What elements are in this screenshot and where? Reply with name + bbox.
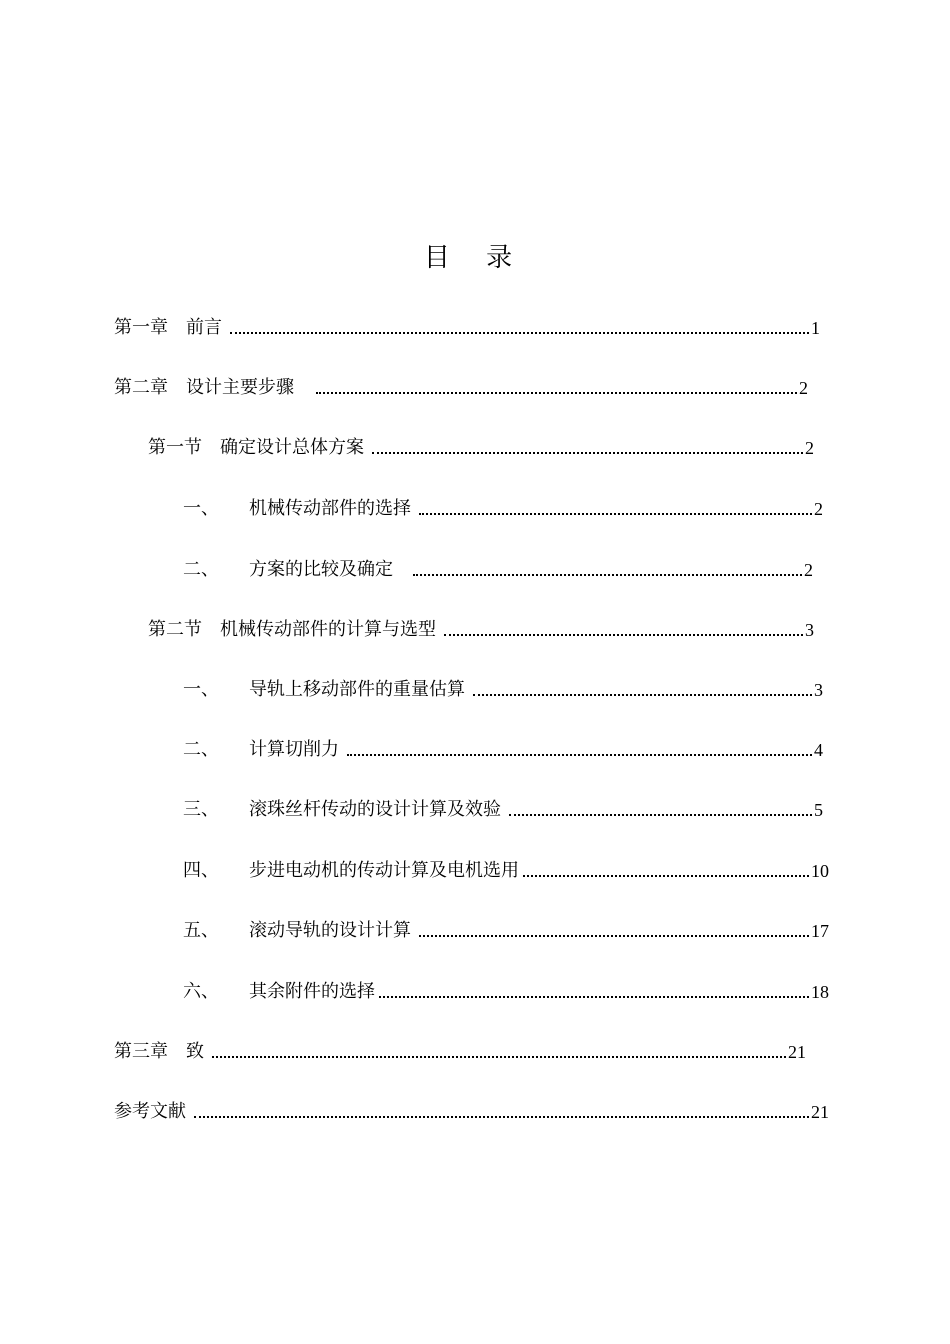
toc-entry-text: 机械传动部件的计算与选型 (220, 619, 436, 640)
dot-leader (347, 753, 812, 756)
toc-entry-text: 前言 (186, 317, 222, 338)
toc-entry-label: 二、 (183, 739, 219, 760)
dot-leader (473, 693, 812, 696)
toc-entry-page: 10 (811, 861, 829, 881)
toc-entry-page: 1 (811, 318, 820, 338)
toc-entry[interactable] (183, 798, 823, 822)
toc-entry-label: 一、 (183, 498, 219, 519)
toc-entry-label: 第一节 (148, 437, 202, 458)
dot-leader (413, 573, 802, 576)
toc-entry-page: 4 (814, 740, 823, 760)
toc-entry-text: 设计主要步骤 (186, 377, 294, 398)
toc-title: 目 录 (423, 243, 527, 273)
toc-entry-page: 3 (805, 620, 814, 640)
dot-leader (523, 874, 809, 877)
toc-entry-text: 确定设计总体方案 (220, 437, 364, 458)
toc-entry[interactable] (114, 376, 808, 400)
dot-leader (419, 512, 812, 515)
toc-entry[interactable] (183, 738, 823, 762)
toc-entry[interactable] (114, 1100, 829, 1124)
toc-entry[interactable] (148, 618, 814, 642)
toc-entry-page: 2 (804, 560, 813, 580)
toc-entry-text: 滚动导轨的设计计算 (249, 920, 411, 941)
toc-entry-page: 2 (805, 438, 814, 458)
toc-entry-page: 2 (799, 378, 808, 398)
toc-entry-text: 参考文献 (114, 1101, 186, 1122)
dot-leader (444, 633, 803, 636)
dot-leader (379, 995, 809, 998)
toc-entry-label: 二、 (183, 559, 219, 580)
toc-entry-page: 17 (811, 921, 829, 941)
dot-leader (419, 934, 809, 937)
toc-entry-text: 其余附件的选择 (249, 981, 375, 1002)
toc-entry-label: 一、 (183, 679, 219, 700)
toc-entry-text: 机械传动部件的选择 (249, 498, 411, 519)
toc-entry-label: 六、 (183, 981, 219, 1002)
toc-entry-label: 第一章 (114, 317, 168, 338)
toc-entry-text: 导轨上移动部件的重量估算 (249, 679, 465, 700)
toc-entry[interactable] (148, 436, 814, 460)
toc-entry-label: 第二节 (148, 619, 202, 640)
toc-entry[interactable] (183, 558, 813, 582)
toc-entry-text: 致 (186, 1041, 204, 1062)
toc-entry[interactable] (183, 980, 829, 1004)
toc-entry-label: 三、 (183, 799, 219, 820)
toc-entry[interactable] (114, 316, 820, 340)
dot-leader (212, 1055, 786, 1058)
toc-entry-page: 2 (814, 499, 823, 519)
toc-entry[interactable] (183, 859, 829, 883)
toc-entry-page: 21 (811, 1102, 829, 1122)
dot-leader (372, 451, 803, 454)
dot-leader (230, 331, 809, 334)
toc-entry-page: 3 (814, 680, 823, 700)
toc-entry-text: 计算切削力 (249, 739, 339, 760)
toc-entry-text: 步进电动机的传动计算及电机选用 (249, 860, 519, 881)
dot-leader (194, 1115, 809, 1118)
toc-entry-page: 21 (788, 1042, 806, 1062)
toc-entry[interactable] (183, 919, 829, 943)
toc-entry-label: 第二章 (114, 377, 168, 398)
toc-entry[interactable] (183, 678, 823, 702)
dot-leader (509, 813, 812, 816)
toc-entry-page: 18 (811, 982, 829, 1002)
toc-entry-text: 方案的比较及确定 (249, 559, 393, 580)
toc-entry-page: 5 (814, 800, 823, 820)
dot-leader (316, 391, 797, 394)
toc-entry-label: 四、 (183, 860, 219, 881)
toc-entry-text: 滚珠丝杆传动的设计计算及效验 (249, 799, 501, 820)
toc-entry-label: 第三章 (114, 1041, 168, 1062)
toc-entry-label: 五、 (183, 920, 219, 941)
toc-entry[interactable] (183, 497, 823, 521)
toc-entry[interactable] (114, 1040, 806, 1064)
